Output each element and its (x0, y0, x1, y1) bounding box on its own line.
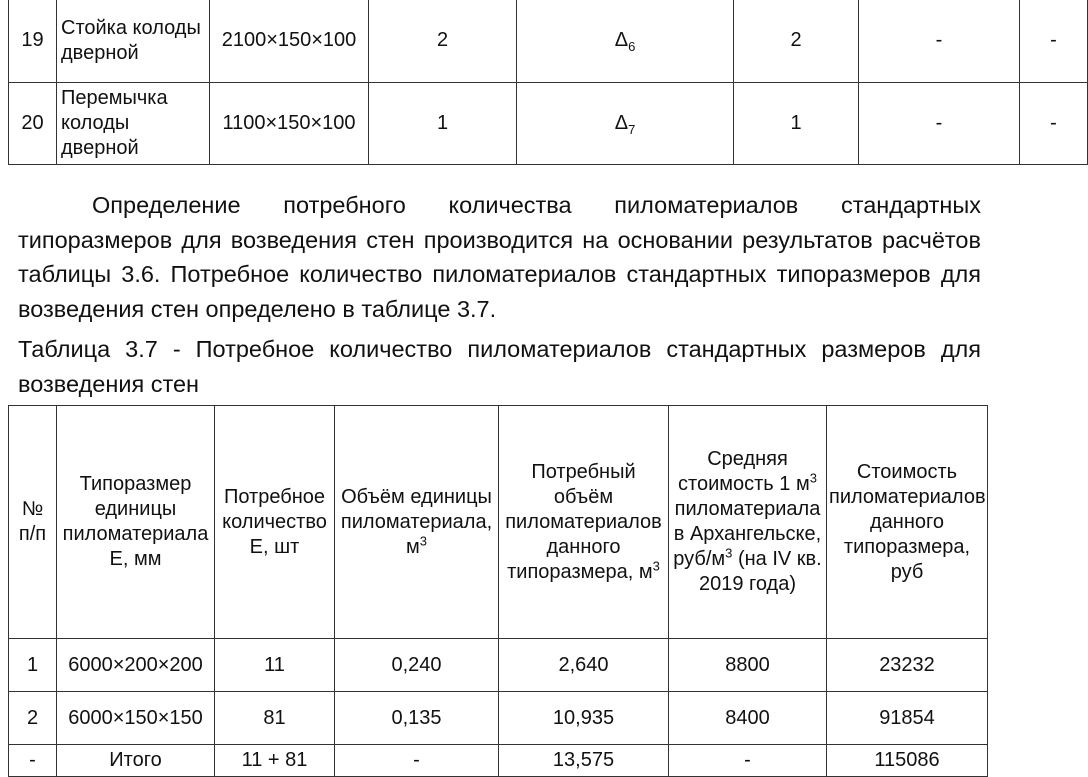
paragraph-text: Определение потребного количества пиломатериалов стандартных типоразмеров для возведения стен производится на основании результатов расчётов таблицы 3.6. Потребное количество пиломатериалов стандартных типоразмеров для возведения стен определено в таблице 3.7. (18, 192, 981, 322)
row-total-volume: 10,935 (499, 692, 669, 745)
total-label: Итого (57, 745, 215, 777)
item-size: 1100×150×100 (210, 82, 369, 164)
row-total-volume: 2,640 (499, 639, 669, 692)
header-num: № п/п (9, 406, 57, 639)
row-number: 20 (9, 82, 57, 164)
row-size: 6000×200×200 (57, 639, 215, 692)
row-unit-volume: 0,135 (335, 692, 499, 745)
header-unit-volume: Объём единицы пиломатериала, $м^3$ (335, 406, 499, 639)
delta-index: 7 (628, 121, 636, 137)
item-qty: 2 (369, 0, 517, 82)
lumber-table (8, 405, 988, 777)
header-cost: Стоимость пиломатериалов данного типоразмера, руб (827, 406, 988, 639)
item-col7: - (1020, 0, 1088, 82)
item-size: 2100×150×100 (210, 0, 369, 82)
item-count: 2 (734, 0, 859, 82)
item-name: Перемычка колоды дверной (57, 82, 210, 164)
item-qty: 1 (369, 82, 517, 164)
item-col6: - (859, 82, 1020, 164)
table-row (9, 0, 1088, 82)
table-caption: Таблица 3.7 - Потребное количество пиломатериалов стандартных размеров для возведения стен (18, 336, 981, 397)
item-count: 1 (734, 82, 859, 164)
table-header-row (9, 406, 988, 639)
table-row (9, 692, 988, 745)
total-price: - (669, 745, 827, 777)
total-number: - (9, 745, 57, 777)
total-row (9, 745, 988, 777)
row-qty: 81 (215, 692, 335, 745)
body-paragraph (18, 188, 981, 326)
item-delta (517, 82, 734, 164)
continuation-table (8, 0, 1088, 165)
total-cost: 115086 (827, 745, 988, 777)
row-number: 19 (9, 0, 57, 82)
item-col6: - (859, 0, 1020, 82)
row-unit-volume: 0,240 (335, 639, 499, 692)
total-volume: 13,575 (499, 745, 669, 777)
item-delta (517, 0, 734, 82)
header-price: Средняя стоимость 1 $м^3$ пиломатериала в Архангельске, руб/$м^3$ (на IV кв. 2019 года) (669, 406, 827, 639)
row-qty: 11 (215, 639, 335, 692)
item-col7: - (1020, 82, 1088, 164)
row-size: 6000×150×150 (57, 692, 215, 745)
row-price: 8400 (669, 692, 827, 745)
row-number: 1 (9, 639, 57, 692)
delta-index: 6 (628, 39, 636, 55)
table-row (9, 639, 988, 692)
item-name: Стойка колоды дверной (57, 0, 210, 82)
row-number: 2 (9, 692, 57, 745)
total-qty: 11 + 81 (215, 745, 335, 777)
delta-symbol: Δ (614, 111, 629, 134)
table-row (9, 82, 1088, 164)
row-cost: 23232 (827, 639, 988, 692)
header-total-volume: Потребный объём пиломатериалов данного типоразмера, $м^3$ (499, 406, 669, 639)
header-qty: Потребное количество Е, шт (215, 406, 335, 639)
header-size: Типоразмер единицы пиломатериала Е, мм (57, 406, 215, 639)
row-price: 8800 (669, 639, 827, 692)
delta-symbol: Δ (614, 29, 629, 52)
total-unit-volume: - (335, 745, 499, 777)
row-cost: 91854 (827, 692, 988, 745)
